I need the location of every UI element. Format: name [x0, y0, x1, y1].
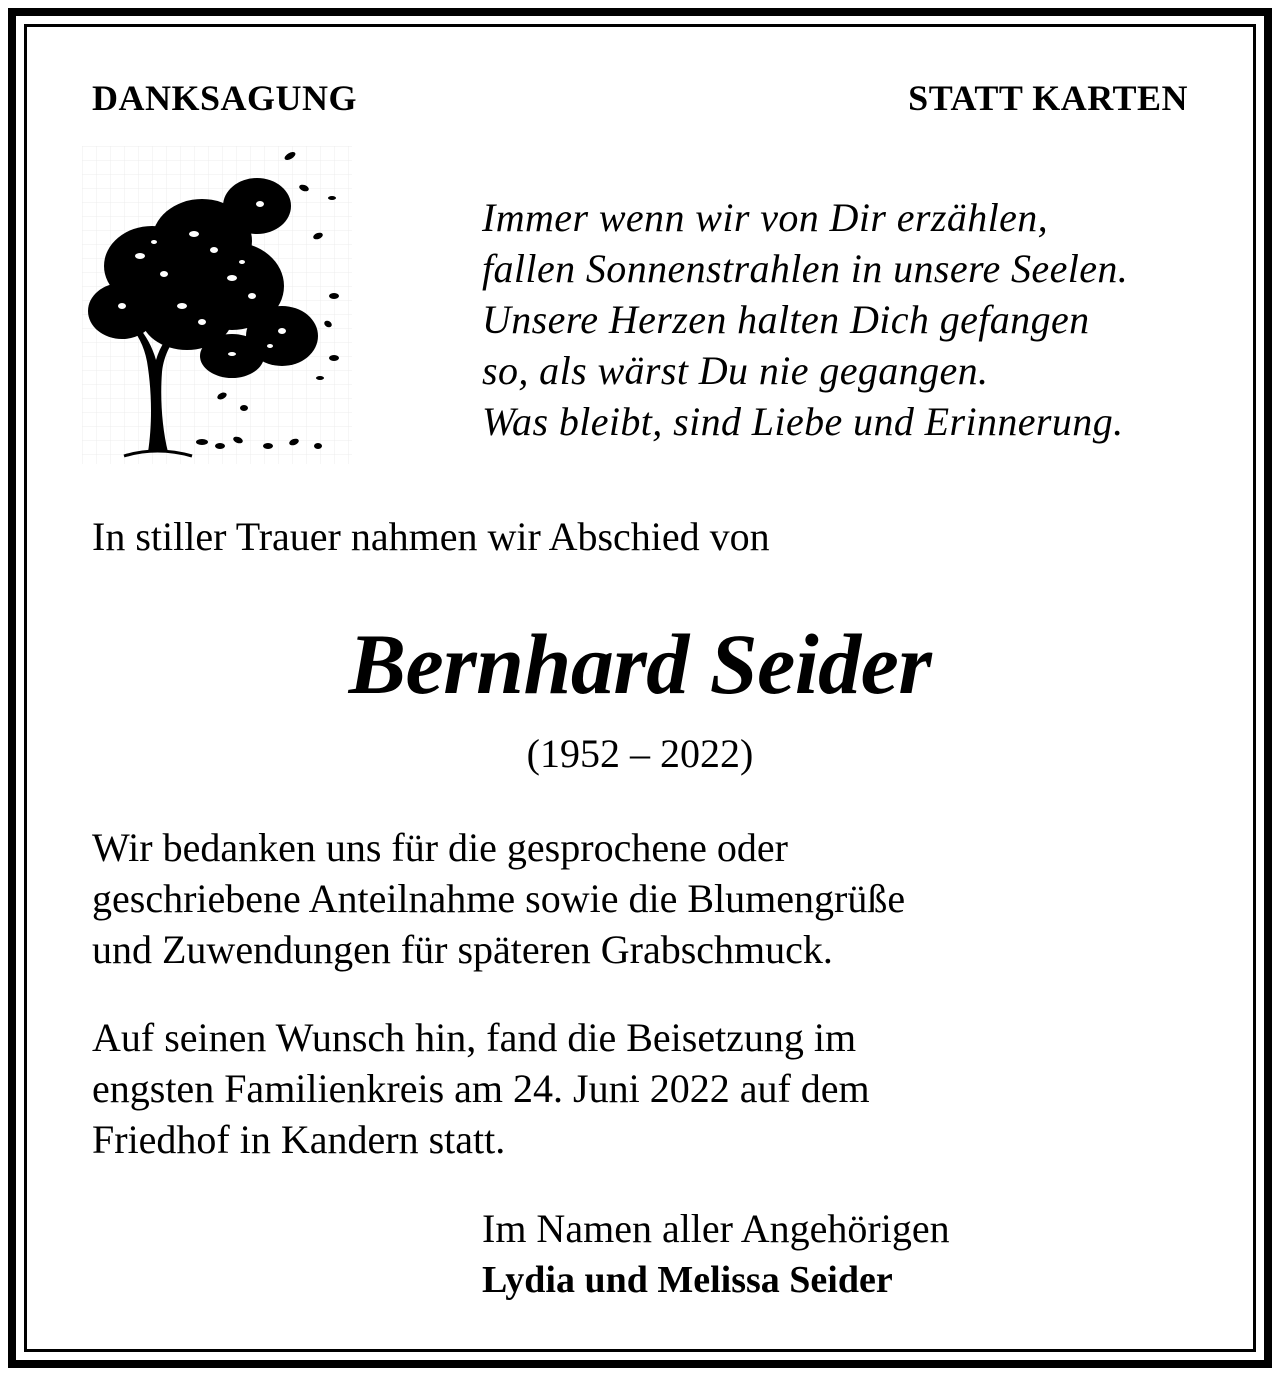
header-danksagung: DANKSAGUNG	[92, 78, 358, 118]
poem-line: Was bleibt, sind Liebe und Erinnerung.	[482, 399, 1124, 444]
deceased-name: Bernhard Seider	[348, 616, 932, 712]
signature-line: Im Namen aller Angehörigen	[482, 1206, 950, 1251]
burial-paragraph	[92, 1012, 870, 1165]
lifespan: (1952 – 2022)	[526, 731, 754, 776]
thanks-paragraph	[92, 822, 905, 975]
poem-line: fallen Sonnenstrahlen in unsere Seelen.	[482, 246, 1129, 291]
header-statt-karten: STATT KARTEN	[908, 78, 1188, 118]
signature-names: Lydia und Melissa Seider	[482, 1259, 893, 1301]
burial-line: Auf seinen Wunsch hin, fand die Beisetzung im	[92, 1015, 857, 1060]
poem-line: Unsere Herzen halten Dich gefangen	[482, 297, 1090, 342]
burial-line: engsten Familienkreis am 24. Juni 2022 auf dem	[92, 1066, 870, 1111]
thanks-line: und Zuwendungen für späteren Grabschmuck.	[92, 927, 833, 972]
burial-line: Friedhof in Kandern statt.	[92, 1117, 506, 1162]
thanks-line: geschriebene Anteilnahme sowie die Blumengrüße	[92, 876, 906, 921]
windblown-tree-icon	[82, 146, 352, 464]
thanks-line: Wir bedanken uns für die gesprochene oder	[92, 825, 788, 870]
poem-line: so, als wärst Du nie gegangen.	[482, 348, 989, 393]
intro-text: In stiller Trauer nahmen wir Abschied von	[92, 514, 770, 559]
memorial-poem	[482, 192, 1128, 447]
poem-line: Immer wenn wir von Dir erzählen,	[482, 195, 1049, 240]
